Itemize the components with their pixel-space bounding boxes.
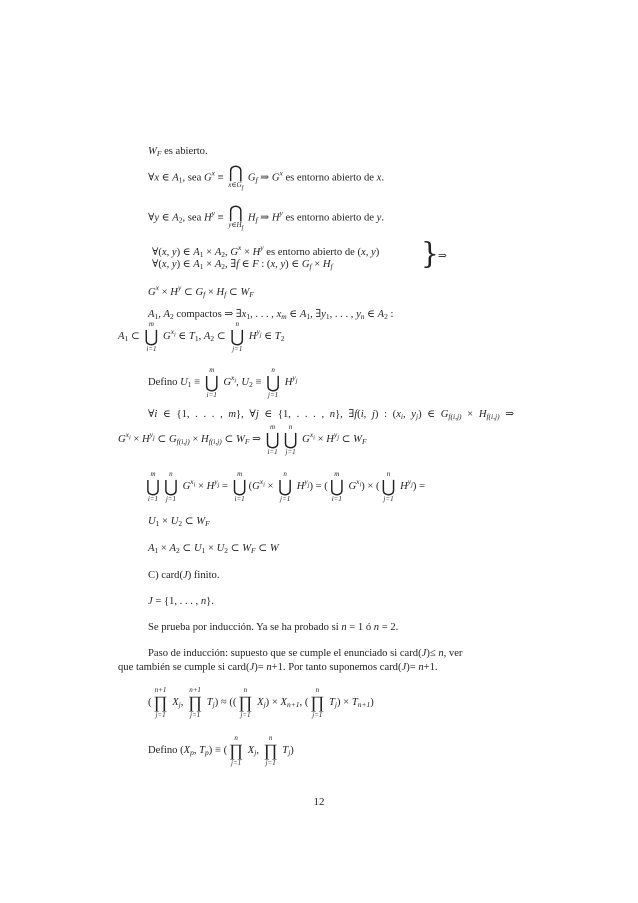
line-forall-ij: ∀i ∈ {1, . . . , m}, ∀j ∈ {1, . . . , n}, ∃f(i, j) : ($x_i$, $y_j$) ∈ $G_{f(i,j)} \times H_{f(i,j)}$ ⇒ <box>148 409 515 421</box>
line-product-homeo: ( n+1 ∏ j=1 $X_j$, n+1 ∏ j=1 $T_j$) ≈ (( n ∏ j=1 $X_j) \times X_{n+1}$, ( n ∏ j=1 $T_j) \times T_{n+1}$) <box>148 686 374 719</box>
line-entorno-xy: ∀(x, y) ∈ $A_1 \times A_2$, $G^x \times H^y$ es entorno abierto de (x, y) <box>152 243 380 259</box>
line-induccion: Se prueba por inducción. Ya se ha probado si n = 1 ó n = 2. <box>148 622 399 633</box>
page-number: 12 <box>313 796 325 808</box>
line-cover: $A_1$ ⊂ m ⋃ i=1 $G^{x_i}$ ∈ $T_1$, $A_2$ ⊂ n ⋃ j=1 $H^{y_j}$ ∈ $T_2$ <box>118 320 285 353</box>
line-defino-u: Defino $U_1$ ≡ m ⋃ i=1 $G^{x_i}$, $U_2$ ≡ n ⋃ j=1 $H^{y_j}$ <box>148 366 298 399</box>
line-card-finito: C) card(J) finito. <box>148 570 220 581</box>
line-union-subset: $G^{x_i} \times H^{y_j}$ ⊂ $G_{f(i,j)} \times H_{f(i,j)}$ ⊂ $W_F$ ⇒ m ⋃ i=1 n ⋃ j=1 $G^{x_i} \times H^{y_j}$ ⊂ $W_F$ <box>118 423 367 456</box>
line-paso-induccion-2: que también se cumple si card(J)= n+1. Por tanto suponemos card(J)= n+1. <box>118 662 438 673</box>
line-hy-definition: ∀y ∈ $A_2$, sea $H^y$ ≡ ⋂ $y\in H_f$ $H_f$ ⇒ $H^y$ es entorno abierto de y. <box>148 203 385 232</box>
line-union-equality: m ⋃ i=1 n ⋃ j=1 $G^{x_i} \times H^{y_j}$ = m ⋃ i=1 ($G^{x_i}$ × n ⋃ j=1 $H^{y_j}$) = ( m ⋃ i=1 $G^{x_i}$) × ( n ⋃ j=1 $H^{y_j}$) = <box>146 470 426 503</box>
line-a1-a2-subset: $A_1 \times A_2$ ⊂ $U_1 \times U_2$ ⊂ $W_F$ ⊂ W <box>148 543 279 555</box>
implies-arrow: ⇒ <box>438 251 447 262</box>
line-u1-u2-subset: $U_1 \times U_2$ ⊂ $W_F$ <box>148 516 210 528</box>
line-paso-induccion-1: Paso de inducción: supuesto que se cumple el enunciado si card(J)≤ n, ver <box>148 648 463 659</box>
right-brace: } <box>421 236 439 271</box>
line-defino-xp: Defino ($X_p$, $T_p$) ≡ ( n ∏ j=1 $X_j$, n ∏ j=1 $T_j$) <box>148 734 294 767</box>
line-exists-f: ∀(x, y) ∈ $A_1 \times A_2$, ∃f ∈ F : (x, y) ∈ $G_f \times H_f$ <box>152 259 333 271</box>
line-j-set: J = {1, . . . , n}. <box>148 596 214 607</box>
line-wf-abierto: $W_F$ es abierto. <box>148 146 208 158</box>
line-gx-hy-subset: $G^x \times H^y$ ⊂ $G_f \times H_f$ ⊂ $W_F$ <box>148 283 254 299</box>
line-gx-definition: ∀x ∈ $A_1$, sea $G^x$ ≡ ⋂ $x\in G_f$ $G_f$ ⇒ $G^x$ es entorno abierto de x. <box>148 163 385 192</box>
line-compactos: $A_1$, $A_2$ compactos ⇒ $\exists x_1$, . . . , $x_m$ ∈ $A_1$, $\exists y_1$, . . . , $y_n$ ∈ $A_2$ : <box>148 309 394 321</box>
